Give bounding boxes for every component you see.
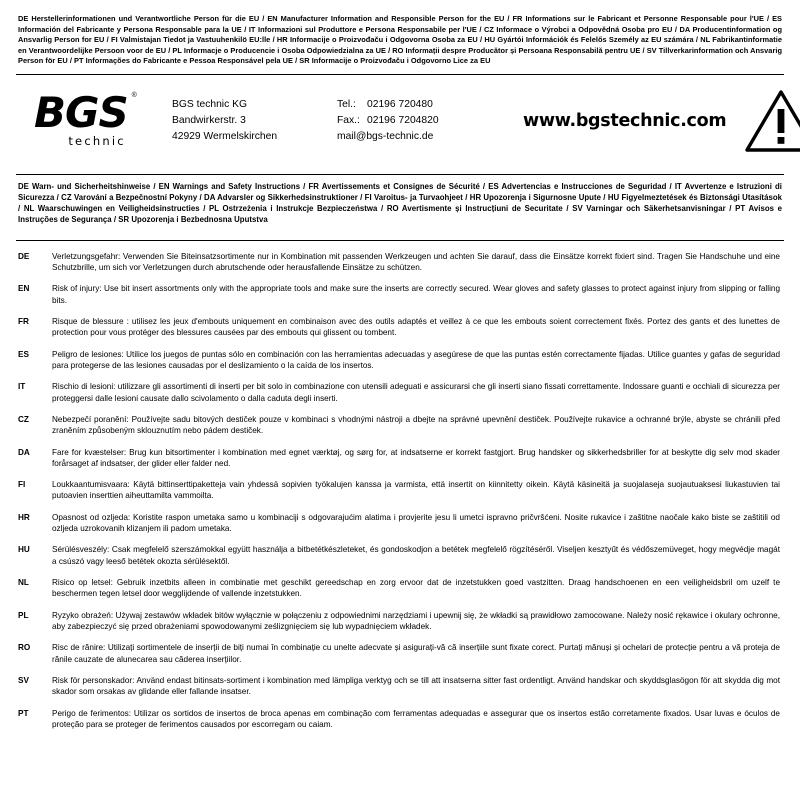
instruction-text: Risque de blessure : utilisez les jeux d'embouts uniquement en combinaison avec des outils adaptés et veillez à ce que les embouts soient correctement fixés. Portez des gants et des lunettes de protection pour vous protéger des blessures causées par des embouts qui glissent ou tombent. [52, 317, 780, 338]
company-fax-row [337, 113, 517, 129]
warning-triangle-container [726, 89, 800, 153]
instruction-text: Fare for kvæstelser: Brug kun bitsortimenter i kombination med egnet værktøj, og sørg for, at indsatserne er korrekt fastgjort. Brug handsker og sikkerhedsbriller for at beskytte dig selv mod skader forårsaget af indsatser, der glider eller falder ned. [52, 447, 780, 468]
company-tel-value: 02196 720480 [367, 98, 433, 110]
list-item [18, 642, 782, 665]
language-code: IT [18, 382, 26, 392]
list-item [18, 610, 782, 633]
instruction-text: Peligro de lesiones: Utilice los juegos de puntas sólo en combinación con las herramientas adecuadas y asegúrese de que las puntas estén correctamente fijadas. Utilice guantes y gafas de seguridad para protegerse de las lesiones causadas por el deslizamiento o la caída de los insertos. [52, 349, 780, 370]
company-tel-row [337, 97, 517, 113]
language-code: HR [18, 512, 30, 522]
list-item [18, 283, 782, 306]
instruction-text: Rischio di lesioni: utilizzare gli assortimenti di inserti per bit solo in combinazione con utensili adeguati e assicurarsi che gli inserti siano fissati correttamente. Indossare guanti e occhiali di sicurezza per proteggersi dalle lesioni causate dallo scivolamento o dalla caduta degli inserti. [52, 382, 780, 403]
company-tel-label: Tel.: [337, 98, 356, 110]
company-address [172, 97, 337, 145]
language-code: NL [18, 578, 29, 588]
company-fax-value: 02196 7204820 [367, 114, 439, 126]
list-item [18, 544, 782, 567]
list-item [18, 708, 782, 731]
language-code: DE [18, 251, 30, 261]
list-item [18, 447, 782, 470]
warnings-heading-languages: DE Warn- und Sicherheitshinweise / EN Warnings and Safety Instructions / FR Avertissements et Consignes de Sécurité / ES Advertencias e Instrucciones de Seguridad / IT Avvertenze e Istruzioni di Sicurezza / CZ Varování a Bezpečnostní Pokyny / DA Advarsler og Sikkerhedsinstruktioner / FI Varoitus- ja Turvaohjeet / HR Upozorenja i Sigurnosne Upute / HU Figyelmeztetések és Biztonsági Utasítások / NL Waarschuwingen en Veiligheidsinstructies / PL Ostrzeżenia i Instrukcje Bezpieczeństwa / RO Avertismente și Instrucțiuni de Securitate / SV Varningar och Säkerhetsanvisningar / PT Avisos e Instruções de Segurança / SR Upozorenja i Bezbednosna Uputstva [18, 181, 782, 225]
list-item [18, 512, 782, 535]
logo-wordmark: BGS [34, 87, 128, 137]
instruction-text: Opasnost od ozljeda: Koristite raspon umetaka samo u kombinaciji s odgovarajućim alatima i provjerite jesu li umetci ispravno pričvršćeni. Nosite rukavice i zaštitne naočale kako biste se zaštitili od ozljeda uzrokovanih klizanjem ili padom umetaka. [52, 512, 780, 534]
instruction-text: Risk för personskador: Använd endast bitinsats-sortiment i kombination med lämpliga verktyg och se till att insatserna sitter fast ordentligt. Använd handskar och skyddsglasögon för att skydda dig mot skador som orsakas av glidande eller fallande insatser. [52, 675, 780, 697]
instruction-text: Loukkaantumisvaara: Käytä bittinserttipaketteja vain yhdessä sopivien työkalujen kanssa ja varmista, että insertit on kiinnitetty oikein. Käytä käsineitä ja suojalaseja suojautuaksesi liukastuvien tai putoavien inserttien aiheuttamilta vammoilta. [52, 480, 780, 501]
registered-trademark-icon: ® [131, 91, 137, 99]
language-code: HU [18, 545, 30, 555]
safety-instructions-list [16, 251, 784, 730]
language-code: PT [18, 708, 29, 718]
manufacturer-info-languages: DE Herstellerinformationen und Verantwortliche Person für die EU / EN Manufacturer Information and Responsible Person for the EU / FR Informations sur le Fabricant et Personne Responsable pour l'UE / ES Información del Fabricante y Persona Responsable para la UE / IT Informazioni sul Produttore e Persona Responsabile per l'UE / CZ Informace o Výrobci a Odpovědná Osoba pro EU / DA Producentinformation og Ansvarlig Person for EU / FI Valmistajan Tiedot ja Vastuuhenkilö EU:lle / HR Informacije o Proizvođaču i Odgovorna Osoba za EU / HU Gyártói Információk és Felelős Személy az EU számára / NL Fabrikantinformatie en Verantwoordelijke Persoon voor de EU / PL Informacje o Producencie i Osoba Odpowiedzialna za UE / RO Informații despre Producător și Persoana Responsabilă pentru UE / SV Tillverkarinformation och Ansvarig Person för EU / PT Informações do Fabricante e Pessoa Responsável pela UE / SR Informacije o Proizvođaču i Odgovorno Lice za EU [18, 14, 782, 66]
instruction-text: Ryzyko obrażeń: Używaj zestawów wkładek bitów wyłącznie w połączeniu z odpowiednimi narzędziami i upewnij się, że wkładki są prawidłowo zamocowane. Należy nosić rękawice i okulary ochronne, aby zabezpieczyć się przed obrażeniami spowodowanymi ześlizgnięciem się lub wypadnięciem wkładek. [52, 610, 780, 631]
list-item [18, 349, 782, 372]
language-code: ES [18, 349, 29, 359]
language-code: RO [18, 643, 31, 653]
instruction-text: Risico op letsel: Gebruik inzetbits alleen in combinatie met geschikt gereedschap en zorg ervoor dat de inzetstukken goed vastzitten. Draag handschoenen en een veiligheidsbril om uzelf te beschermen tegen letsel door wegglijdende of vallende inzetstukken. [52, 578, 780, 599]
brand-logo [20, 87, 172, 150]
list-item [18, 675, 782, 698]
list-item [18, 414, 782, 437]
logo-subtext: technic [68, 133, 126, 148]
list-item [18, 479, 782, 502]
instruction-text: Risc de rănire: Utilizați sortimentele de inserții de biți numai în combinație cu unelte adecvate și asigurați-vă că inserțiile sunt fixate corect. Purtați mănuși și ochelari de protecție pentru a vă proteja de rănile cauzate de alunecarea sau căderea inserțiilor. [52, 643, 780, 664]
language-code: FI [18, 480, 26, 490]
instruction-text: Risk of injury: Use bit insert assortments only with the appropriate tools and make sure the inserts are correctly secured. Wear gloves and safety glasses to protect against injury from slipping or falling bits. [52, 284, 780, 305]
list-item [18, 381, 782, 404]
language-code: DA [18, 447, 30, 457]
list-item [18, 251, 782, 274]
company-info-band [16, 75, 784, 167]
language-code: CZ [18, 414, 29, 424]
company-city: 42929 Wermelskirchen [172, 130, 278, 142]
company-street: Bandwirkerstr. 3 [172, 114, 246, 126]
list-item [18, 577, 782, 600]
company-fax-label: Fax.: [337, 114, 360, 126]
language-code: EN [18, 284, 30, 294]
company-contact [337, 97, 517, 145]
company-email[interactable]: mail@bgs-technic.de [337, 130, 434, 142]
list-item [18, 316, 782, 339]
company-name: BGS technic KG [172, 98, 247, 110]
language-code: FR [18, 317, 29, 327]
instruction-text: Nebezpečí poranění: Používejte sadu bitových destiček pouze v kombinaci s vhodnými nástroji a dbejte na správné upevnění destiček. Používejte rukavice a ochranné brýle, abyste se chránili před zraněním způsobeným sklouznutím nebo pádem destiček. [52, 414, 780, 436]
instruction-text: Perigo de ferimentos: Utilizar os sortidos de insertos de broca apenas em combinação com ferramentas adequadas e assegurar que os insertos estão corretamente fixados. Usar luvas e óculos de proteção para se proteger de ferimentos causados por escorregam ou caiam. [52, 708, 780, 729]
company-website[interactable]: www.bgstechnic.com [523, 110, 727, 131]
language-code: SV [18, 675, 29, 685]
divider-bottom [16, 240, 784, 241]
instruction-text: Verletzungsgefahr: Verwenden Sie Biteinsatzsortimente nur in Kombination mit passenden Werkzeugen und achten Sie darauf, dass die Einsätze korrekt fixiert sind. Tragen Sie Handschuhe und eine Schutzbrille, um sich vor Verletzungen durch abrutschende oder herausfallende Einsätze zu schützen. [52, 251, 780, 273]
instruction-text: Sérülésveszély: Csak megfelelő szerszámokkal együtt használja a bitbetétkészleteket, és gondoskodjon a betétek megfelelő rögzítéséről. Viseljen kesztyűt és védőszemüveget, hogy megvédje magát a csúszó vagy leeső betétek okozta sérülésektől. [52, 545, 780, 566]
language-code: PL [18, 610, 29, 620]
warning-triangle-icon [744, 89, 800, 153]
